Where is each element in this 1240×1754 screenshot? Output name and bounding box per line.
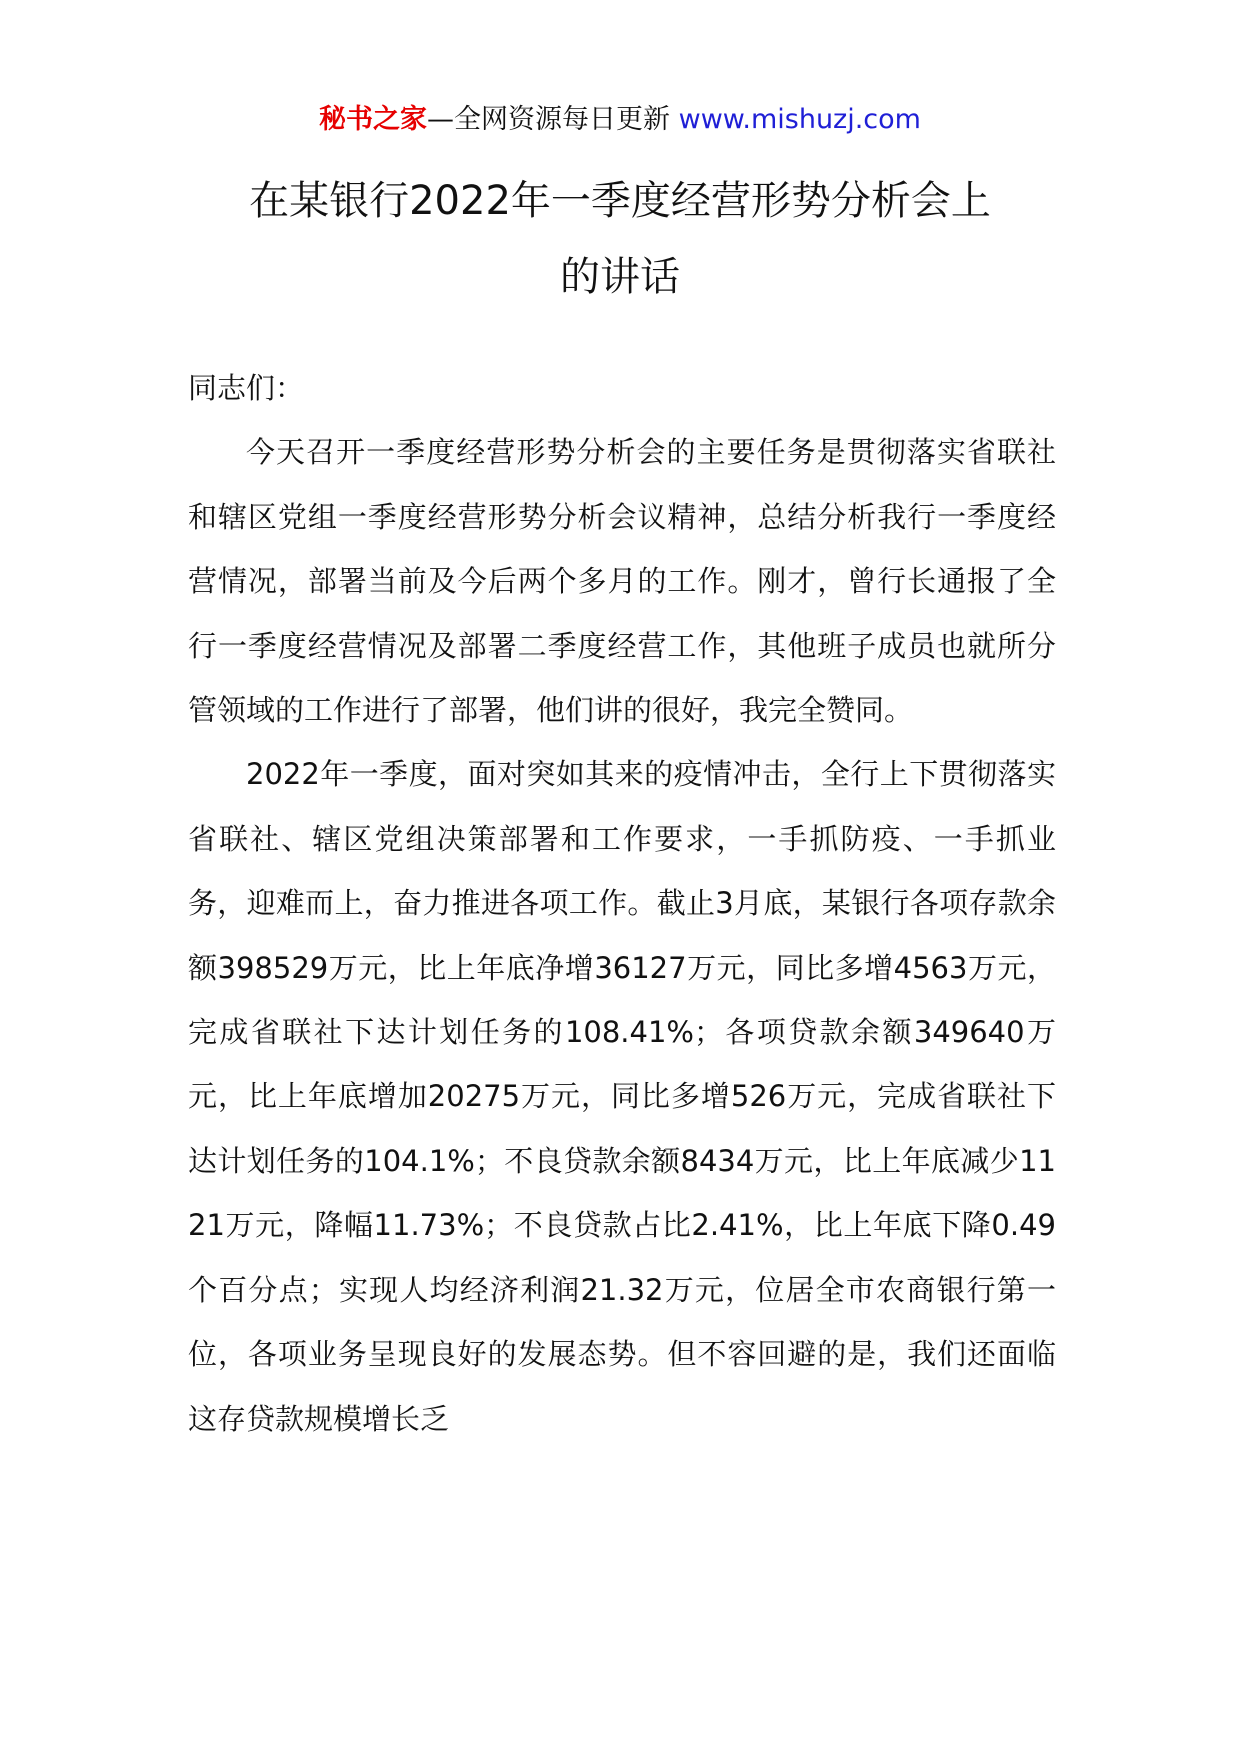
document-title-line-2: 的讲话 bbox=[560, 254, 680, 300]
document-title-line-1: 在某银行2022年一季度经营形势分析会上 bbox=[249, 178, 991, 224]
paragraph-2: 2022年一季度，面对突如其来的疫情冲击，全行上下贯彻落实省联社、辖区党组决策部署和工作要求，一手抓防疫、一手抓业务，迎难而上，奋力推进各项工作。截止3月底，某银行各项存款余额398529万元，比上年底净增36127万元，同比多增4563万元，完成省联社下达计划任务的108.41%；各项贷款余额349640万元，比上年底增加20275万元，同比多增526万元，完成省联社下达计划任务的104.1%；不良贷款余额8434万元，比上年底减少1121万元，降幅11.73%；不良贷款占比2.41%，比上年底下降0.49个百分点；实现人均经济利润21.32万元，位居全市农商银行第一位，各项业务呈现良好的发展态势。但不容回避的是，我们还面临这存贷款规模增长乏 bbox=[188, 757, 1056, 1436]
paragraph-1: 今天召开一季度经营形势分析会的主要任务是贯彻落实省联社和辖区党组一季度经营形势分析会议精神，总结分析我行一季度经营情况，部署当前及今后两个多月的工作。刚才，曾行长通报了全行一季度经营情况及部署二季度经营工作，其他班子成员也就所分管领域的工作进行了部署，他们讲的很好，我完全赞同。 bbox=[188, 435, 1056, 728]
site-url-link[interactable]: www.mishuzj.com bbox=[678, 104, 921, 135]
document-body bbox=[188, 356, 1056, 1451]
site-tagline: —全网资源每日更新 bbox=[427, 104, 679, 135]
site-name: 秘书之家 bbox=[319, 104, 428, 135]
document-title bbox=[150, 163, 1090, 315]
site-header bbox=[0, 100, 1240, 140]
salutation: 同志们： bbox=[188, 371, 305, 405]
